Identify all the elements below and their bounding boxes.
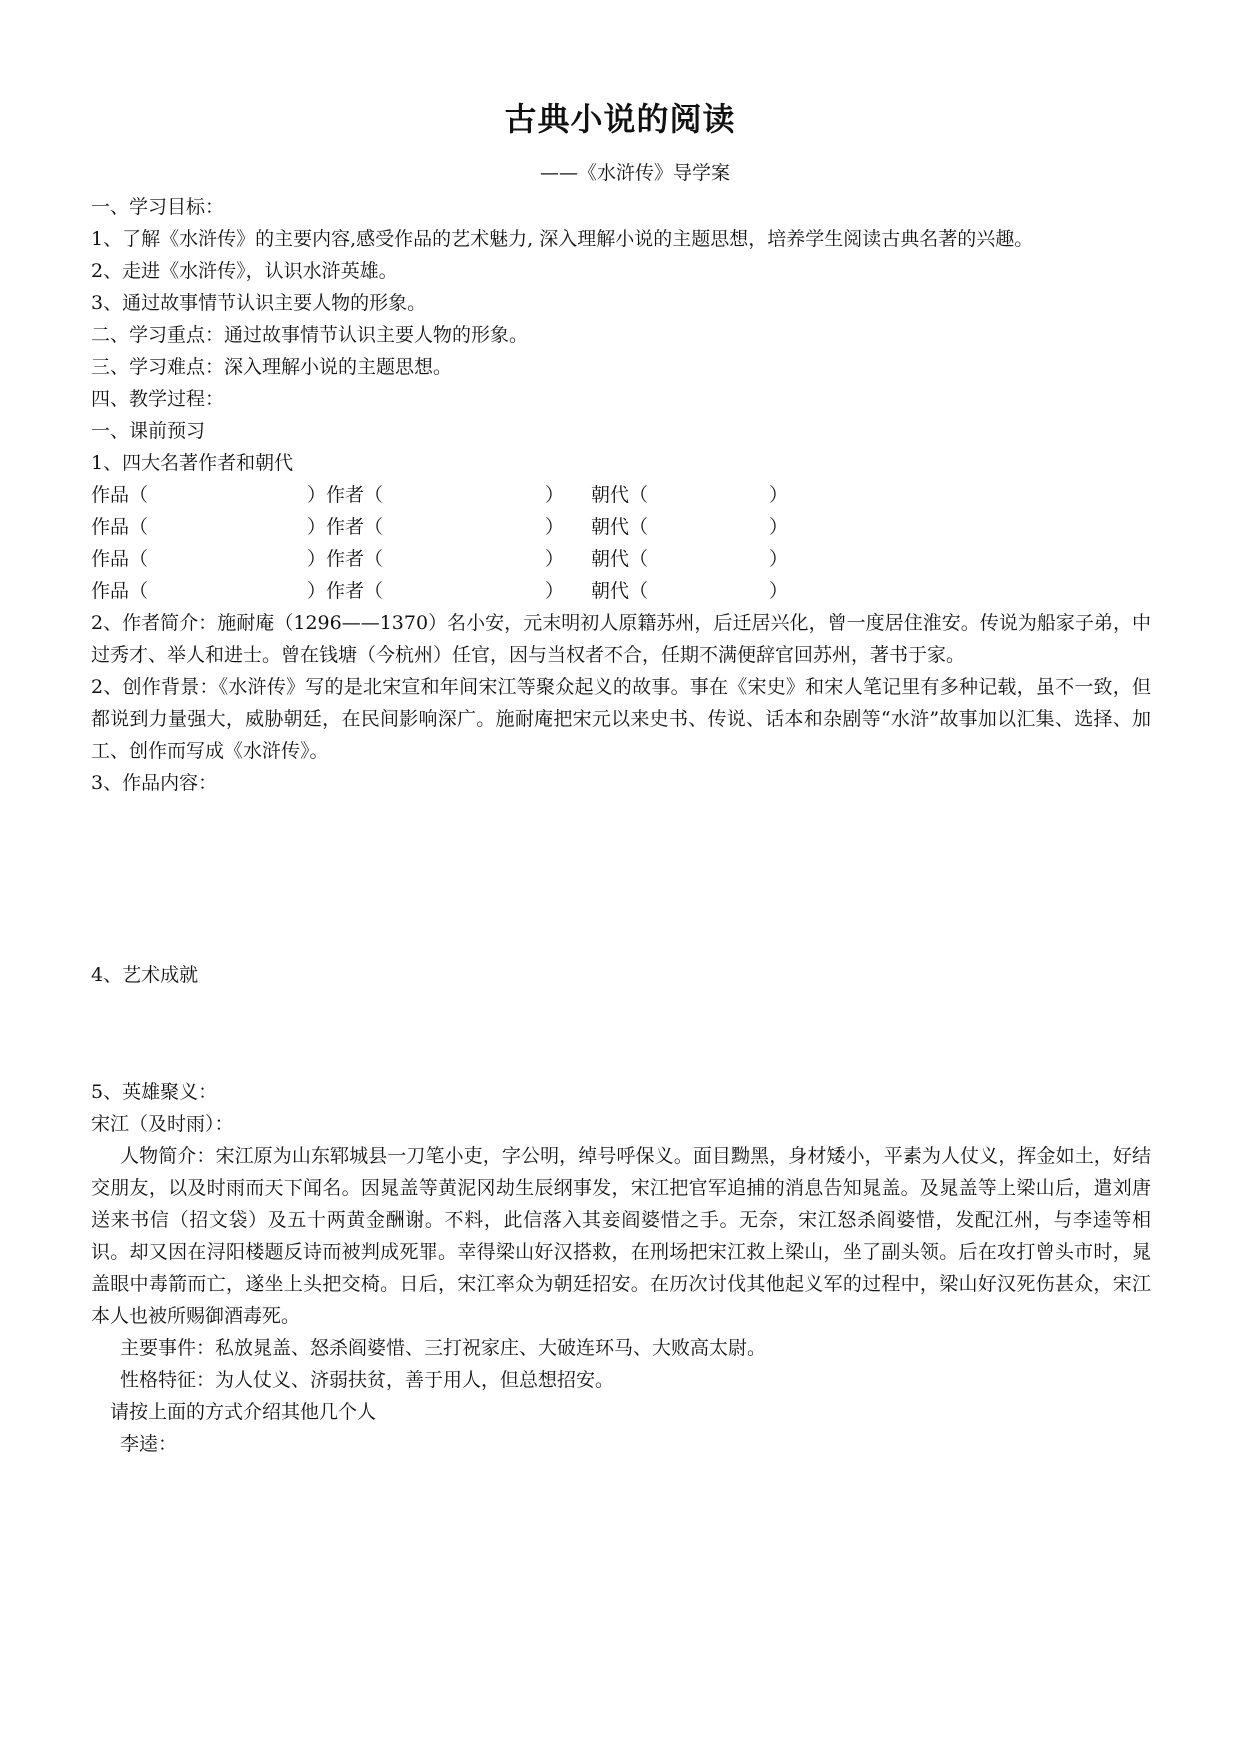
author-label: ）作者（ bbox=[307, 580, 384, 602]
art-achievement-label: 4、艺术成就 bbox=[91, 964, 199, 986]
work-label: 作品（ bbox=[91, 516, 149, 538]
preview-heading: 一、课前预习 bbox=[91, 420, 206, 442]
author-label: ）作者（ bbox=[307, 516, 384, 538]
heroes-label: 5、英雄聚义： bbox=[91, 1081, 218, 1103]
author-intro: 2、作者简介：施耐庵（1296——1370）名小安，元末明初人原籍苏州，后迁居兴化，曾一度居住淮安。传说为船家子弟，中过秀才、举人和进士。曾在钱塘（今杭州）任官，因与当权者不合，任期不满便辞官回苏州，著书于家。 bbox=[91, 612, 1151, 666]
author-close: ） bbox=[545, 548, 565, 570]
section-teaching-process: 四、教学过程： bbox=[91, 388, 225, 410]
author-label: ）作者（ bbox=[307, 484, 384, 506]
section-difficulties: 三、学习难点：深入理解小说的主题思想。 bbox=[91, 356, 453, 378]
fill-in-row-1[interactable] bbox=[91, 479, 1151, 511]
author-label: ）作者（ bbox=[307, 548, 384, 570]
fill-in-row-3[interactable] bbox=[91, 543, 1151, 575]
fill-in-row-2[interactable] bbox=[91, 511, 1151, 543]
work-label: 作品（ bbox=[91, 548, 149, 570]
likui-name: 李逵： bbox=[120, 1433, 178, 1455]
work-label: 作品（ bbox=[91, 484, 149, 506]
fill-in-row-4[interactable] bbox=[91, 575, 1151, 607]
dynasty-label: 朝代（ bbox=[591, 516, 649, 538]
goal-2: 2、走进《水浒传》，认识水浒英雄。 bbox=[91, 260, 398, 282]
author-close: ） bbox=[545, 484, 565, 506]
songjiang-events: 主要事件：私放晁盖、怒杀阎婆惜、三打祝家庄、大破连环马、大败高太尉。 bbox=[120, 1337, 767, 1359]
creation-background: 2、创作背景：《水浒传》写的是北宋宣和年间宋江等聚众起义的故事。事在《宋史》和宋人笔记里有多种记载，虽不一致，但都说到力量强大，威胁朝廷，在民间影响深广。施耐庵把宋元以来史书、传说、话本和杂剧等“水浒”故事加以汇集、选择、加工、创作而写成《水浒传》。 bbox=[91, 676, 1151, 762]
work-content-label: 3、作品内容： bbox=[91, 772, 218, 794]
document-body bbox=[91, 191, 1151, 1460]
dynasty-close: ） bbox=[769, 484, 789, 506]
document-title: 古典小说的阅读 bbox=[504, 100, 736, 138]
dynasty-close: ） bbox=[769, 580, 789, 602]
author-close: ） bbox=[545, 516, 565, 538]
songjiang-name: 宋江（及时雨）： bbox=[91, 1113, 234, 1135]
goal-3: 3、通过故事情节认识主要人物的形象。 bbox=[91, 292, 427, 314]
author-close: ） bbox=[545, 580, 565, 602]
dynasty-close: ） bbox=[769, 548, 789, 570]
songjiang-traits: 性格特征：为人仗义、济弱扶贫，善于用人，但总想招安。 bbox=[120, 1369, 615, 1391]
dynasty-close: ） bbox=[769, 516, 789, 538]
dynasty-label: 朝代（ bbox=[591, 580, 649, 602]
four-classics-item: 1、四大名著作者和朝代 bbox=[91, 452, 294, 474]
section-key-points: 二、学习重点：通过故事情节认识主要人物的形象。 bbox=[91, 324, 529, 346]
instruction-text: 请按上面的方式介绍其他几个人 bbox=[110, 1401, 377, 1423]
dynasty-label: 朝代（ bbox=[591, 548, 649, 570]
songjiang-bio: 人物简介：宋江原为山东郓城县一刀笔小吏，字公明，绰号呼保义。面目黝黑，身材矮小，平素为人仗义，挥金如土，好结交朋友，以及时雨而天下闻名。因晁盖等黄泥冈劫生辰纲事发，宋江把官军追捕的消息告知晁盖。及晁盖等上梁山后，遣刘唐送来书信（招文袋）及五十两黄金酬谢。不料，此信落入其妾阎婆惜之手。无奈，宋江怒杀阎婆惜，发配江州，与李逵等相识。却又因在浔阳楼题反诗而被判成死罪。幸得梁山好汉搭救，在刑场把宋江救上梁山，坐了副头领。后在攻打曾头市时，晁盖眼中毒箭而亡，遂坐上头把交椅。日后，宋江率众为朝廷招安。在历次讨伐其他起义军的过程中，梁山好汉死伤甚众，宋江本人也被所赐御酒毒死。 bbox=[91, 1145, 1151, 1327]
section-goals-heading: 一、学习目标： bbox=[91, 196, 225, 218]
goal-1: 1、了解《水浒传》的主要内容,感受作品的艺术魅力, 深入理解小说的主题思想，培养学生阅读古典名著的兴趣。 bbox=[91, 228, 1034, 250]
dynasty-label: 朝代（ bbox=[591, 484, 649, 506]
document-subtitle: ——《水浒传》导学案 bbox=[540, 162, 731, 184]
work-label: 作品（ bbox=[91, 580, 149, 602]
